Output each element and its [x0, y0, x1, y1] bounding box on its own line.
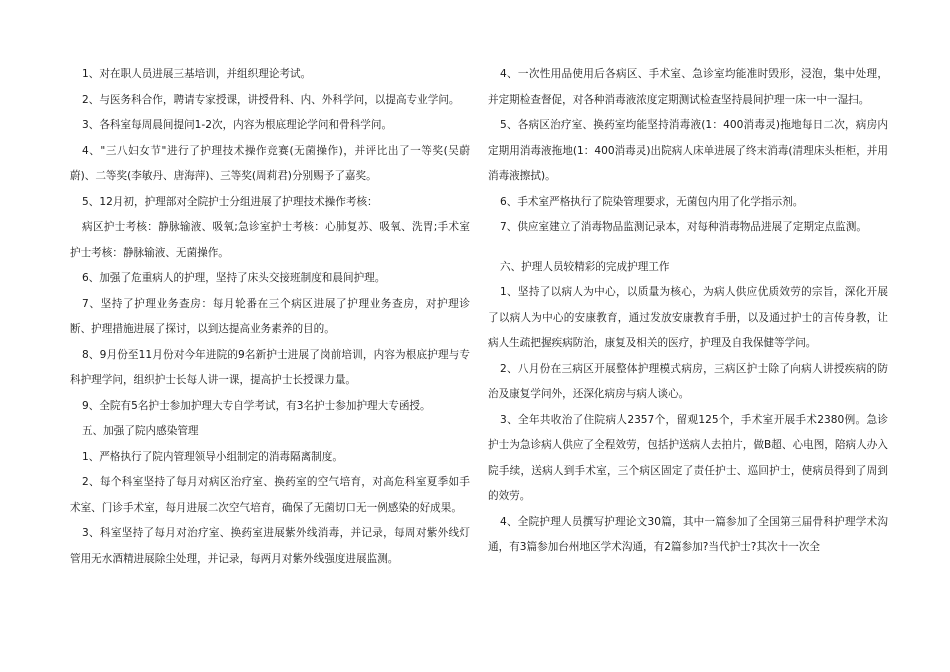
paragraph: 6、加强了危重病人的护理，坚持了床头交接班制度和晨间护理。: [82, 272, 386, 284]
paragraph: 1、对在职人员进展三基培训，并组织理论考试。: [82, 68, 312, 80]
paragraph: 6、手术室严格执行了院染管理要求，无菌包内用了化学指示剂。: [500, 195, 804, 208]
paragraph: 5、各病区治疗室、换药室均能坚持消毒液(1：400消毒灵)拖地每日二次，病房内定期用消毒液拖地(1：400消毒灵)出院病人床单进展了终末消毒(清理床头柜柜，并用消毒液擦拭)。: [488, 119, 888, 182]
paragraph: 7、供应室建立了消毒物品监测记录本，对每种消毒物品进展了定期定点监测。: [500, 221, 867, 233]
section-heading: 五、加强了院内感染管理: [82, 425, 199, 437]
right-column: [488, 62, 888, 561]
paragraph: 病区护士考核：静脉输液、吸氧;急诊室护士考核：心肺复苏、吸氧、洗胃;手术室护士考核：静脉输液、无菌操作。: [70, 221, 470, 259]
paragraph: 4、"三八妇女节"进行了护理技术操作竞赛(无菌操作)，并评比出了一等奖(吴蔚蔚)、二等奖(李敏丹、唐海萍)、三等奖(周莉君)分别赐予了嘉奖。: [70, 144, 470, 182]
paragraph: 3、各科室每周晨间提问1-2次，内容为根底理论学问和骨科学问。: [82, 119, 393, 131]
paragraph: 1、坚持了以病人为中心，以质量为核心，为病人供应优质效劳的宗旨，深化开展了以病人为中心的安康教育，通过发放安康教育手册，以及通过护士的言传身教，让病人生疏把握疾病防治，康复及相关的医疗，护理及自我保健等学问。: [488, 286, 888, 349]
left-column: [70, 62, 470, 572]
paragraph: 5、12月初，护理部对全院护士分组进展了护理技术操作考核：: [82, 195, 378, 208]
paragraph: 8、9月份至11月份对今年进院的9名新护士进展了岗前培训，内容为根底护理与专科护理学问，组织护士长每人讲一课，提高护士长授课力量。: [70, 348, 470, 386]
paragraph: 9、全院有5名护士参加护理大专自学考试，有3名护士参加护理大专函授。: [82, 399, 431, 412]
paragraph: 7、坚持了护理业务查房：每月轮番在三个病区进展了护理业务查房，对护理诊断、护理措施进展了探讨，以到达提高业务素养的目的。: [70, 297, 470, 335]
paragraph: 3、科室坚持了每月对治疗室、换药室进展紫外线消毒，并记录，每周对紫外线灯管用无水酒精进展除尘处理，并记录，每两月对紫外线强度进展监测。: [70, 527, 470, 565]
paragraph: 2、八月份在三病区开展整体护理模式病房，三病区护士除了向病人讲授疾病的防治及康复学问外，还深化病房与病人谈心。: [488, 362, 888, 400]
paragraph: 1、严格执行了院内管理领导小组制定的消毒隔离制度。: [82, 450, 343, 463]
section-heading: 六、护理人员较精彩的完成护理工作: [500, 260, 670, 273]
paragraph: 2、每个科室坚持了每月对病区治疗室、换药室的空气培育，对高危科室夏季如手术室、门诊手术室，每月进展二次空气培育，确保了无菌切口无一例感染的好成果。: [70, 476, 470, 514]
paragraph: 3、全年共收治了住院病人2357个，留观125个，手术室开展手术2380例。急诊护士为急诊病人供应了全程效劳，包括护送病人去拍片，做B超、心电图，陪病人办入院手续，送病人到手术室，三个病区固定了责任护士、巡回护士，使病员得到了周到的效劳。: [488, 413, 888, 502]
paragraph: 4、一次性用品使用后各病区、手术室、急诊室均能准时毁形，浸泡，集中处理，并定期检查督促，对各种消毒液浓度定期测试检查坚持晨间护理一床一中一湿扫。: [488, 68, 888, 106]
paragraph: 2、与医务科合作，聘请专家授课，讲授骨科、内、外科学问，以提高专业学问。: [82, 93, 460, 106]
paragraph: 4、全院护理人员撰写护理论文30篇，其中一篇参加了全国第三届骨科护理学术沟通，有3篇参加台州地区学术沟通，有2篇参加?当代护士?其次十一次全: [488, 515, 888, 553]
